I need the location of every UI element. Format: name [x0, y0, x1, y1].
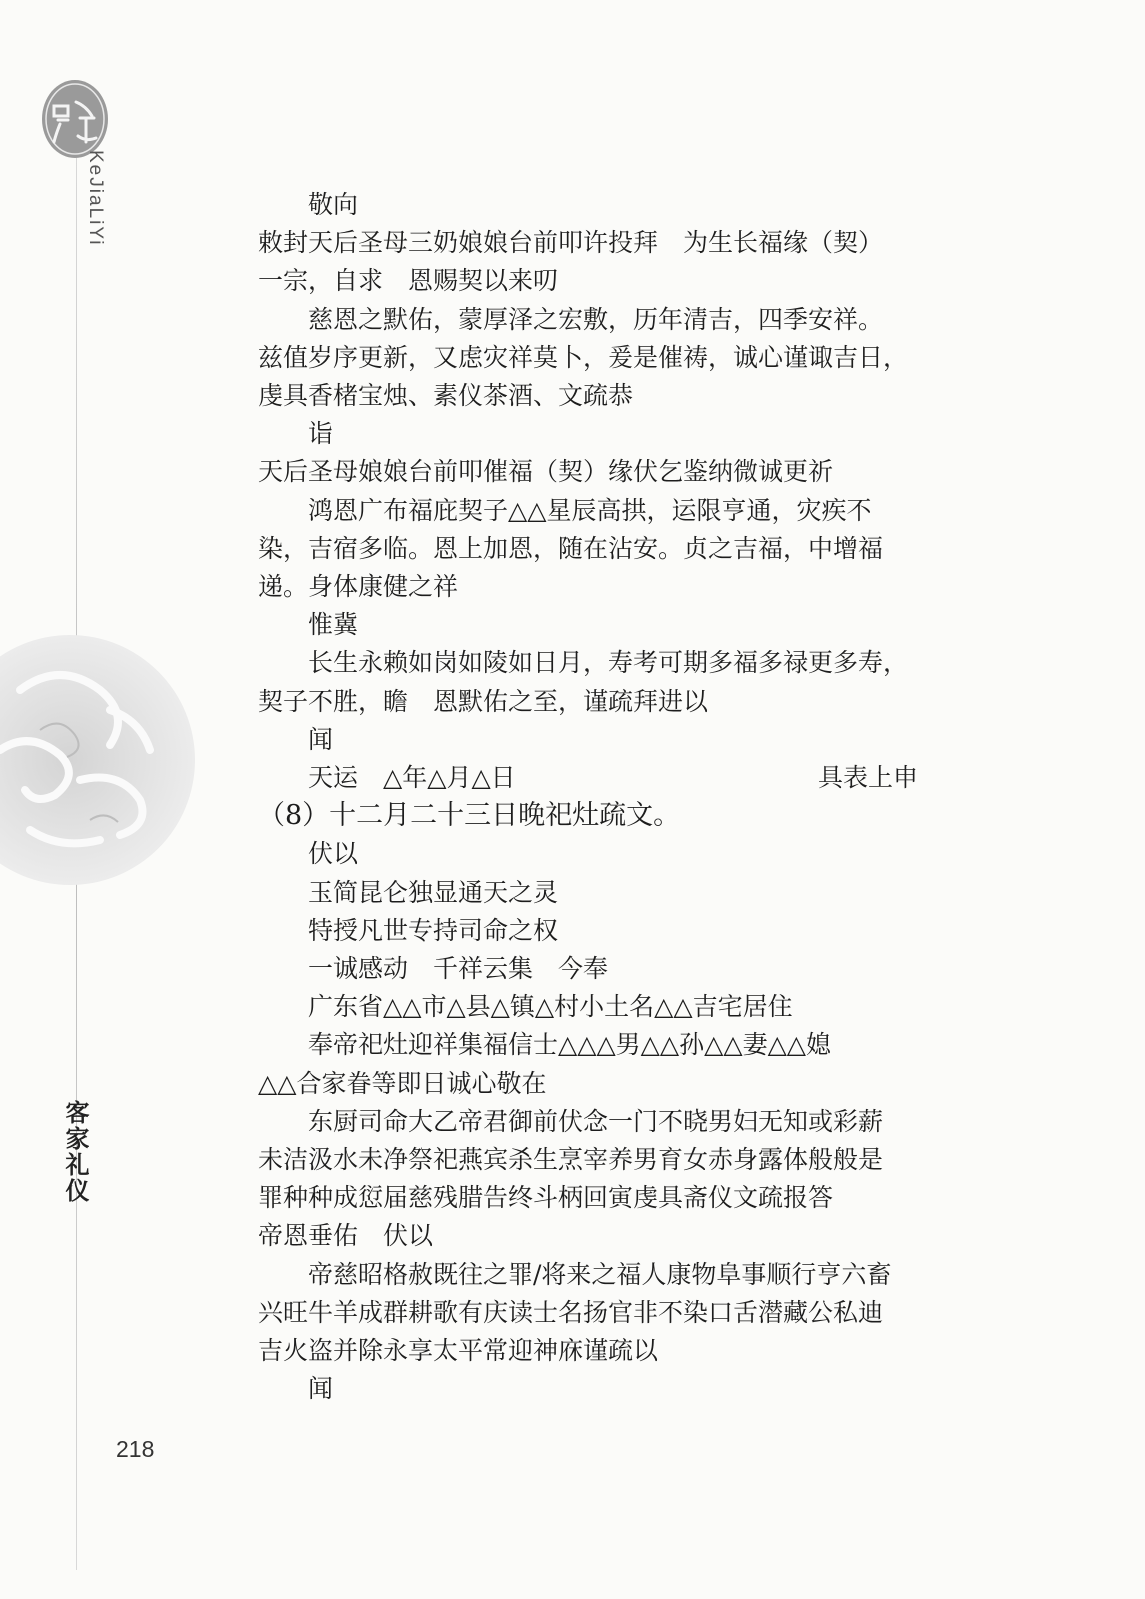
text-line: 闻 — [308, 724, 334, 754]
text-line: 特授凡世专持司命之权 — [308, 915, 559, 945]
text-line: 兹值岁序更新，又虑灾祥莫卜，爰是催祷，诚心谨诹吉日， — [258, 342, 909, 372]
text-line: 伏以 — [308, 839, 359, 869]
text-line: 未洁汲水未净祭祀燕宾杀生烹宰养男育女赤身露体般般是 — [258, 1145, 884, 1175]
text-line: 奉帝祀灶迎祥集福信士△△△男△△孙△△妻△△媳 — [308, 1030, 832, 1060]
text-line: 敬向 — [308, 190, 359, 219]
text-line: 递。身体康健之祥 — [258, 572, 459, 602]
text-line: 帝慈昭格赦既往之罪/将来之福人康物阜事顺行亨六畜 — [308, 1259, 892, 1289]
text-line: 一诚感动 千祥云集 今奉 — [308, 954, 609, 984]
text-line: 兴旺牛羊成群耕歌有庆读士名扬官非不染口舌潜藏公私迪 — [258, 1297, 884, 1327]
text-line: 东厨司命大乙帝君御前伏念一门不晓男妇无知或彩薪 — [308, 1106, 884, 1136]
decorative-cloud-ornament — [0, 630, 210, 890]
text-line: 染，吉宿多临。恩上加恩，随在沾安。贞之吉福，中增福 — [258, 533, 884, 563]
text-line: 吉火盗并除永享太平常迎神庥谨疏以 — [258, 1336, 659, 1366]
text-line: 诣 — [308, 419, 334, 449]
text-line: 帝恩垂佑 伏以 — [258, 1221, 434, 1251]
signature-line: 具表上申 — [817, 763, 918, 793]
date-line: 天运 △年△月△日 — [308, 763, 516, 793]
text-line: 一宗，自求 恩赐契以来叨 — [258, 266, 559, 296]
text-line: 契子不胜，瞻 恩默佑之至，谨疏拜进以 — [258, 686, 709, 716]
date-signature-row — [258, 759, 918, 797]
text-line: 鸿恩广布福庇契子△△星辰高拱，运限亨通，灾疾不 — [308, 495, 872, 525]
section-heading: （8）十二月二十三日晚祀灶疏文。 — [258, 800, 681, 832]
text-line: 广东省△△市△县△镇△村小土名△△吉宅居住 — [308, 992, 793, 1022]
seal-logo-icon — [40, 78, 110, 160]
text-line: △△合家眷等即日诚心敬在 — [258, 1068, 547, 1098]
document-body — [258, 186, 918, 1409]
text-line: 天后圣母娘娘台前叩催福（契）缘伏乞鉴纳微诚更祈 — [258, 457, 834, 487]
text-line: 惟冀 — [308, 610, 359, 640]
series-latin-title: KeJiaLiYi — [85, 150, 106, 247]
book-title-vertical: 客家礼仪 — [61, 1100, 89, 1204]
text-line: 闻 — [308, 1374, 334, 1404]
text-line: 罪种种成愆届慈残腊告终斗柄回寅虔具斋仪文疏报答 — [258, 1183, 834, 1213]
text-line: 慈恩之默佑，蒙厚泽之宏敷，历年清吉，四季安祥。 — [308, 304, 884, 334]
page-number: 218 — [116, 1436, 155, 1462]
text-line: 敕封天后圣母三奶娘娘台前叩许投拜 为生长福缘（契） — [258, 228, 884, 258]
text-line: 虔具香楮宝烛、素仪茶酒、文疏恭 — [258, 381, 634, 411]
text-line: 玉简昆仑独显通天之灵 — [308, 877, 559, 907]
text-line: 长生永赖如岗如陵如日月，寿考可期多福多禄更多寿， — [308, 648, 909, 678]
